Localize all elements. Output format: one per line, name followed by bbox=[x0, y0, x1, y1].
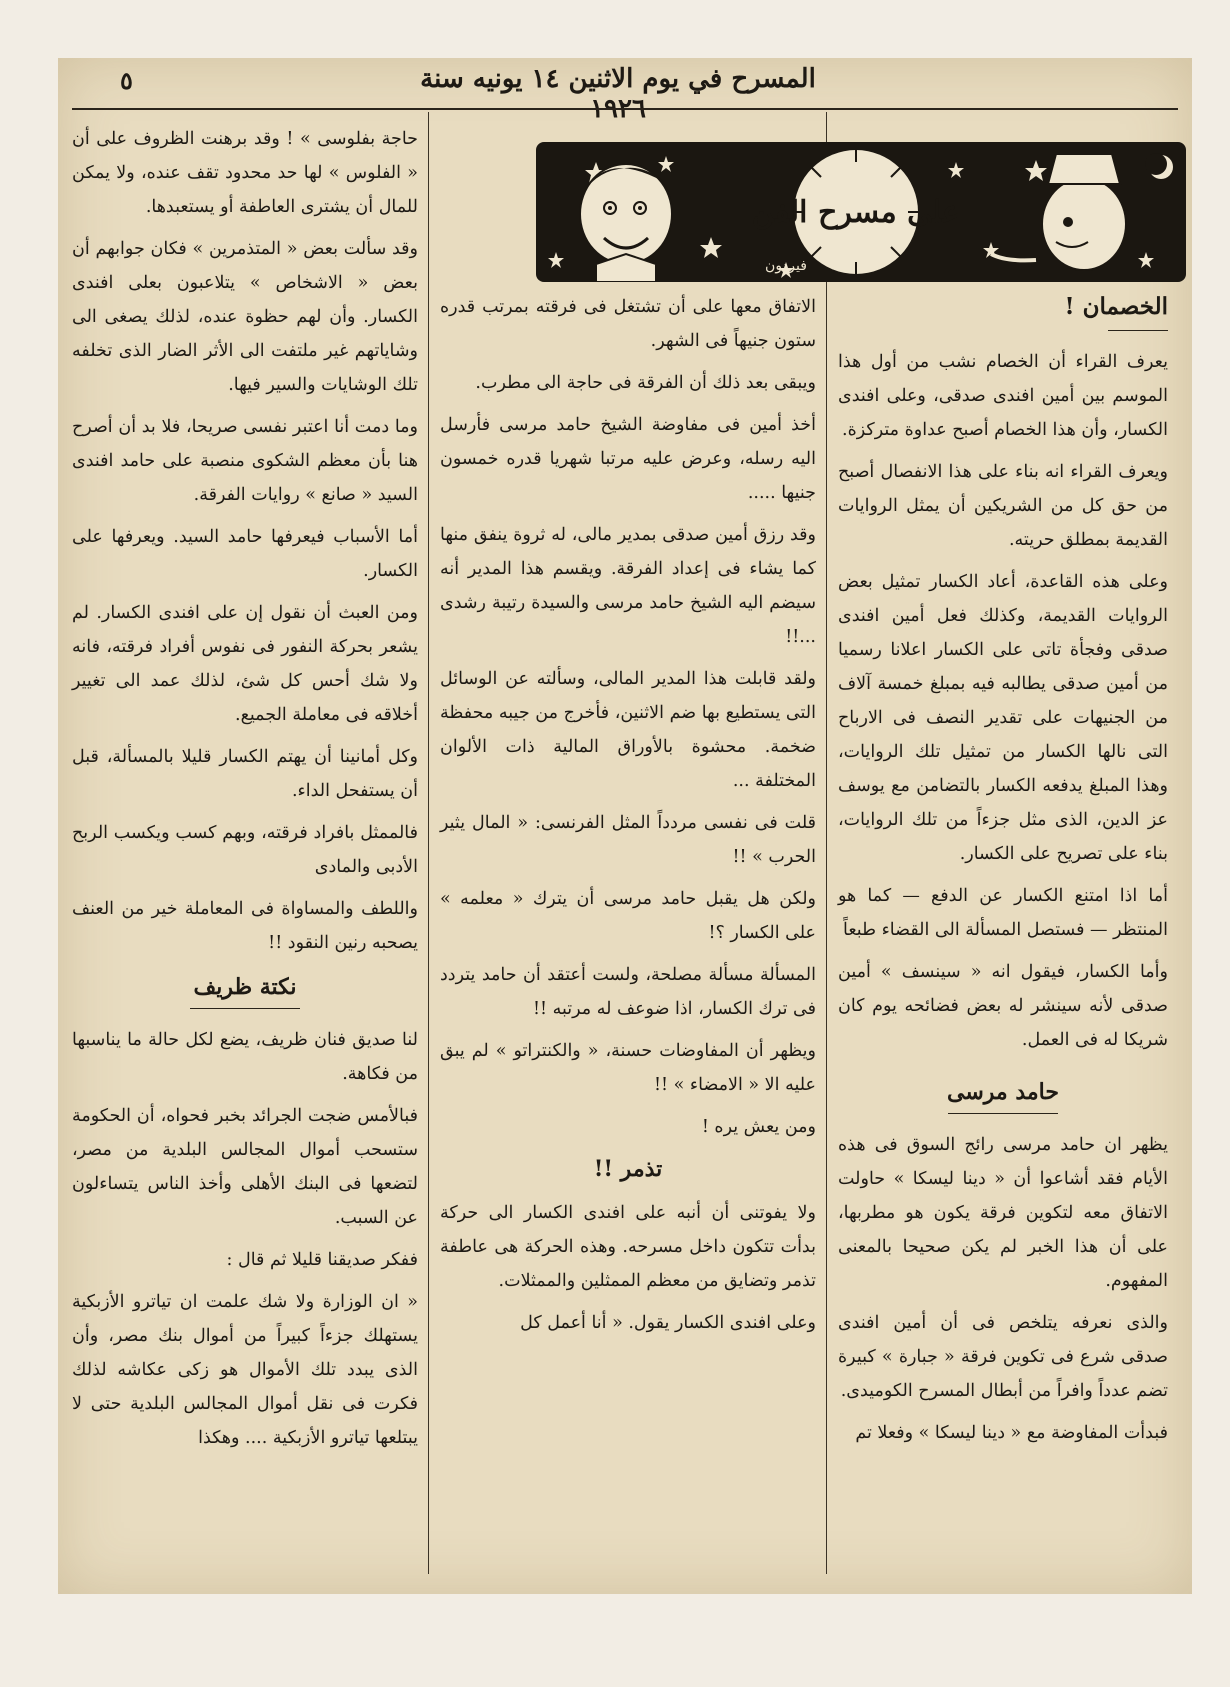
paragraph: أخذ أمين فى مفاوضة الشيخ حامد مرسى فأرسل اليه رسله، وعرض عليه مرتبا شهريا قدره خمسون جنيها ..... bbox=[440, 415, 816, 503]
paragraph: المسألة مسألة مصلحة، ولست أعتقد أن حامد يتردد فى ترك الكسار، اذا ضوعف له مرتبه !! bbox=[440, 965, 816, 1019]
column-divider-right bbox=[826, 112, 827, 1574]
heading-underline bbox=[1108, 330, 1168, 331]
paragraph: والذى نعرفه يتلخص فى أن أمين افندى صدقى شرع فى تكوين فرقة « جبارة » كبيرة تضم عدداً وافراً من أبطال المسرح الكوميدى. bbox=[838, 1313, 1168, 1401]
page-number: ٥ bbox=[120, 66, 133, 95]
paragraph: وقد رزق أمين صدقى بمدير مالى، له ثروة ينفق منها كما يشاء فى إعداد الفرقة. ويقسم هذا المدير أنه سيضم اليه الشيخ حامد مرسى والسيدة رتيبة رشدى ...!! bbox=[440, 525, 816, 647]
paragraph: ولكن هل يقبل حامد مرسى أن يترك « معلمه » على الكسار ؟! bbox=[440, 889, 816, 943]
banner-drawing bbox=[536, 142, 1186, 282]
paragraph: ويعرف القراء انه بناء على هذا الانفصال أصبح من حق كل من الشريكين أن يمثل الروايات القديمة بمطلق حريته. bbox=[838, 462, 1168, 550]
heading-underline bbox=[948, 1113, 1058, 1114]
paragraph: وعلى هذه القاعدة، أعاد الكسار تمثيل بعض الروايات القديمة، وكذلك فعل أمين افندى صدقى وفجأة تاتى على الكسار اعلانا رسميا من أمين صدقى يطالبه فيه بمبلغ خمسة آلاف من الجنيهات على تقدير النصف فى الارباح التى نالها الكسار من تمثيل تلك الروايات، وهذا المبلغ يدفعه الكسار بالتضامن مع يوسف عز الدين، الذى مثل جزءاً من تلك الروايات، بناء على تصريح على الكسار. bbox=[838, 572, 1168, 864]
artist-signature: فيردون bbox=[765, 258, 807, 274]
paragraph: ولقد قابلت هذا المدير المالى، وسألته عن الوسائل التى يستطيع بها ضم الاثنين، فأخرج من جيبه محفظة ضخمة. محشوة بالأوراق المالية ذات الألوان المختلفة ... bbox=[440, 669, 816, 791]
paragraph: ويبقى بعد ذلك أن الفرقة فى حاجة الى مطرب. bbox=[475, 373, 816, 393]
paragraph: ففكر صديقنا قليلا ثم قال : bbox=[226, 1250, 418, 1270]
paragraph: ومن يعش يره ! bbox=[701, 1117, 816, 1137]
page-header bbox=[58, 58, 1192, 124]
paragraph: ويظهر أن المفاوضات حسنة، « والكنتراتو » لم يبق عليه الا « الامضاء » !! bbox=[440, 1041, 816, 1095]
column-left bbox=[72, 122, 418, 1463]
paragraph: وقد سألت بعض « المتذمرين » فكان جوابهم أن بعض « الاشخاص » يتلاعبون بعلى افندى الكسار. وأن لهم حظوة عنده، لذلك يصغى الى وشاياتهم غير ملتفت الى الأثر الضار الذى تخلفه تلك الوشايات والسير فيها. bbox=[72, 239, 418, 395]
column-middle bbox=[440, 290, 816, 1348]
paragraph: يظهر ان حامد مرسى رائج السوق فى هذه الأيام فقد أشاعوا أن « دينا ليسكا » حاولت الاتفاق معه لتكوين فرقة يكون هو مطربها، على أن هذا الخبر لم يكن صحيحا بالمعنى المفهوم. bbox=[838, 1135, 1168, 1291]
header-rule bbox=[72, 108, 1178, 110]
banner-caption: على مسرح الفن bbox=[752, 195, 960, 230]
heading-nukta-zarif: نكتة ظريف bbox=[193, 974, 297, 1000]
paragraph: فبالأمس ضجت الجرائد بخبر فحواه، أن الحكومة ستسحب أموال المجالس البلدية من مصر، لتضعها فى البنك الأهلى وأخذ الناس يتساءلون عن السبب. bbox=[72, 1106, 418, 1228]
paragraph: أما اذا امتنع الكسار عن الدفع — كما هو المنتظر — فستصل المسألة الى القضاء طبعاً bbox=[838, 886, 1168, 940]
paragraph: وكل أمانينا أن يهتم الكسار قليلا بالمسألة، قبل أن يستفحل الداء. bbox=[72, 747, 418, 801]
paragraph: « ان الوزارة ولا شك علمت ان تياترو الأزبكية يستهلك جزءاً كبيراً من أموال بنك مصر، وأن الذى يبدد تلك الأموال هو زكى عكاشه لذلك فكرت فى نقل أموال المجالس البلدية حتى لا يبتلعها تياترو الأزبكية .... وهكذا bbox=[72, 1292, 418, 1448]
paragraph: الاتفاق معها على أن تشتغل فى فرقته بمرتب قدره ستون جنيهاً فى الشهر. bbox=[440, 297, 816, 351]
paragraph: قلت فى نفسى مردداً المثل الفرنسى: « المال يثير الحرب » !! bbox=[440, 813, 816, 867]
banner-illustration bbox=[536, 142, 1186, 282]
page-title: المسرح في يوم الاثنين ١٤ يونيه سنة ١٩٢٦ bbox=[420, 64, 816, 124]
heading-hamed-morsi: حامد مرسى bbox=[947, 1079, 1059, 1105]
newspaper-page bbox=[58, 58, 1192, 1594]
paragraph: وعلى افندى الكسار يقول. « أنا أعمل كل bbox=[520, 1313, 816, 1333]
heading-underline bbox=[190, 1008, 300, 1009]
paragraph: وأما الكسار، فيقول انه « سينسف » أمين صدقى لأنه سينشر له بعض فضائحه يوم كان شريكا له فى العمل. bbox=[838, 962, 1168, 1050]
column-divider-left bbox=[428, 112, 429, 1574]
heading-tazammur: تذمر !! bbox=[593, 1156, 663, 1182]
paragraph: ولا يفوتنى أن أنبه على افندى الكسار الى حركة بدأت تتكون داخل مسرحه. وهذه الحركة هى عاطفة تذمر وتضايق من معظم الممثلين والممثلات. bbox=[440, 1203, 816, 1291]
paragraph: واللطف والمساواة فى المعاملة خير من العنف يصحبه رنين النقود !! bbox=[72, 899, 418, 953]
paragraph: ومن العبث أن نقول إن على افندى الكسار. لم يشعر بحركة النفور فى نفوس أفراد فرقته، فانه ولا شك أحس كل شئ، لذلك عمد الى تغيير أخلاقه فى معاملة الجميع. bbox=[72, 603, 418, 725]
paragraph: فالممثل بافراد فرقته، وبهم كسب ويكسب الربح الأدبى والمادى bbox=[72, 823, 418, 877]
paragraph: حاجة بفلوسى » ! وقد برهنت الظروف على أن « الفلوس » لها حد محدود تقف عنده، ولا يمكن للمال أن يشترى العاطفة أو يستعبدها. bbox=[72, 129, 418, 217]
paragraph: لنا صديق فنان ظريف، يضع لكل حالة ما يناسبها من فكاهة. bbox=[72, 1030, 418, 1084]
heading-khasman: الخصمان ! bbox=[1064, 293, 1168, 320]
paragraph: فبدأت المفاوضة مع « دينا ليسكا » وفعلا تم bbox=[855, 1423, 1168, 1443]
paragraph: أما الأسباب فيعرفها حامد السيد. ويعرفها على الكسار. bbox=[72, 527, 418, 581]
column-right bbox=[838, 290, 1168, 1458]
paragraph: يعرف القراء أن الخصام نشب من أول هذا الموسم بين أمين افندى صدقى، وعلى افندى الكسار، وأن هذا الخصام أصبح عداوة متركزة. bbox=[838, 352, 1168, 440]
paragraph: وما دمت أنا اعتبر نفسى صريحا، فلا بد أن أصرح هنا بأن معظم الشكوى منصبة على حامد افندى السيد « صانع » روايات الفرقة. bbox=[72, 417, 418, 505]
